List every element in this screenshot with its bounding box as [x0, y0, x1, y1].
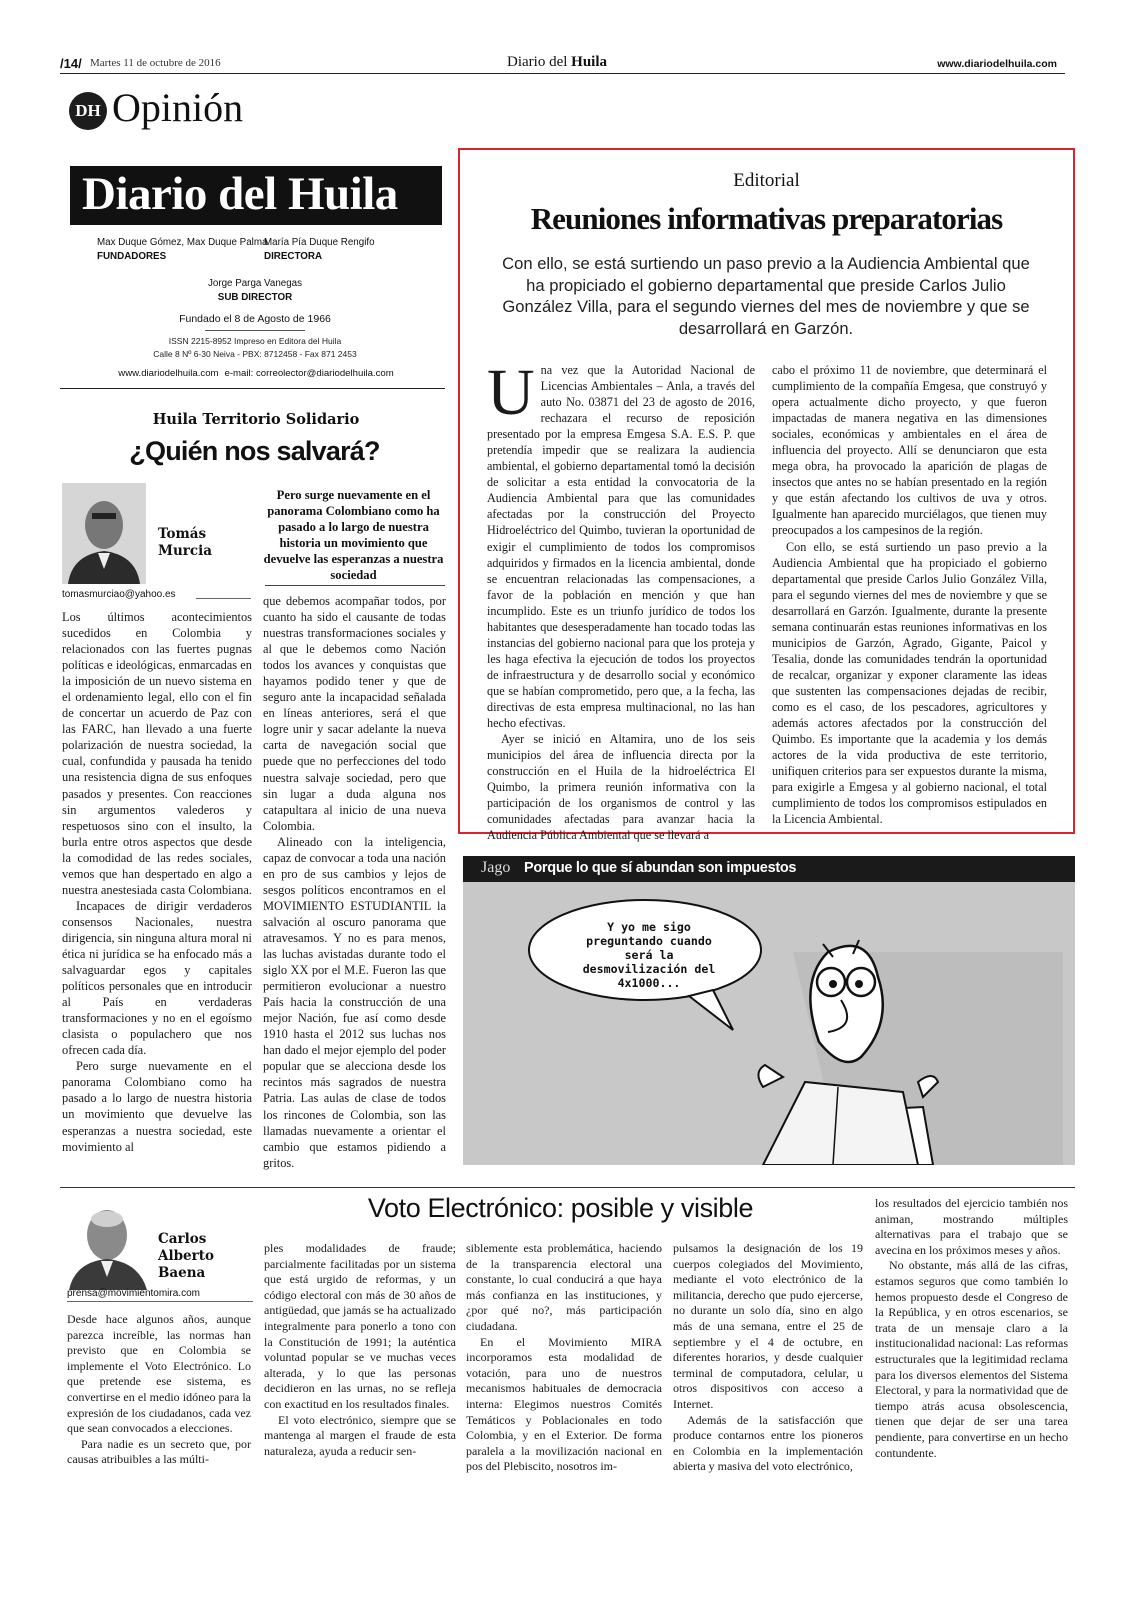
masthead-web: www.diariodelhuila.com e-mail: correolector@diariodelhuila.com — [118, 368, 394, 379]
column1-title: ¿Quién nos salvará? — [129, 436, 380, 466]
header-rule — [60, 73, 1065, 74]
cartoon-panel — [463, 882, 1075, 1165]
editorial-text-b: cabo el próximo 11 de noviembre, que determinará el cumplimiento de la compañía Emgesa, que construyó y opera actualmente dicho proyecto, y que fueron impactadas de manera negativa en las dimensiones sociales, económicas y ambientales en el área de influencia del proyecto. Allí se denunciaron que esta mega obra, ha provocado la aparición de plagas de insectos que antes no se habían presentado en la región y que están afectando los cultivos de uva y otros. Igualmente han aparecido murciélagos, que tienen muy preocupados a los campesinos de la región. Con ello, se está surtiendo un paso previo a la Audiencia Ambiental que ha propiciado el gobierno departamental que preside Carlos Julio González Villa, para el segundo viernes del mes de noviembre y que se desarrollará en Garzón. Igualmente, durante la presente semana continuarán estas reuniones informativas en los municipios de Garzón, Agrado, Gigante, Paicol y Tesalia, donde las comunidades tendrán la oportunidad de recalcar, organizar y exponer claramente las ideas que sustenten las compensaciones dejadas de recibir, como es el caso, de los pescadores, agricultores y además actores afectados por la construcción del Quimbo. Es importante que la academia y los demás actores de la vida productiva de este territorio, unifiquen criterios para ser expuestos durante la misma, para exigirle a Emgesa y al gobierno nacional, el total cumplimiento de todos los compromisos estipulados en la Licencia Ambiental. — [772, 363, 1047, 827]
column1-text-a: Los últimos acontecimientos sucedidos en Colombia y relacionados con las fuertes pugnas políticas e ideológicas, enmarcadas en la imposición de un nuevo sistema en el ordenamiento legal, ello con el fin de concertar un acuerdo de Paz con las FARC, han llevado a una fuerte polarización de nuestra sociedad, la cual, confundida y pausada ha tenido una resistencia digna de sus enfoques pasados y presentes. Con reacciones sin argumentos valederos y respetuosos sino con el insulto, la burla entre otros aspectos que desde la comodidad de las redes sociales, vemos que han despertado en algo a nuestra anestesiada casta Colombiana. Incapaces de dirigir verdaderos consensos Nacionales, nuestra dirigencia, sin ninguna altura moral ni ética ni jurídica se ha enfocado más a salvaguardar egos y capitales políticos personales que en introducir al País en verdaderas transformaciones y no en el egoísmo clasista o populachero que nos ofrecen cada día. Pero surge nuevamente en el panorama Colombiano como ha pasado a lo largo de nuestra historia un movimiento que devuelve las esperanzas a nuestra sociedad, este movimiento al — [62, 610, 252, 1154]
column1-author: Tomás Murcia — [158, 526, 212, 559]
column2-author-photo — [67, 1197, 149, 1290]
masthead-banner — [70, 166, 442, 225]
column2-text-a: Desde hace algunos años, aunque parezca increíble, las normas han previsto que en Colombia se implemente el Voto Electrónico. Lo que pretende ese sistema, es convertirse en el medio idóneo para la expresión de los ciudadanos, cada vez que sean convocados a elecciones. Para nadie es un secreto que, por causas atribuibles a las múlti- — [67, 1312, 251, 1467]
bottom-rule — [60, 1187, 1075, 1188]
column2-title: Voto Electrónico: posible y visible — [367, 1193, 754, 1223]
cartoon-title: Porque lo que sí abundan son impuestos — [524, 860, 797, 876]
cartoon-artist: Jago — [481, 859, 511, 876]
editorial-deck: Con ello, se está surtiendo un paso previo a la Audiencia Ambiental que ha propiciado el gobierno departamental que preside Carlos Julio González Villa, para el segundo viernes del mes de noviembre y que se desarrollará en Garzón. — [502, 254, 1030, 338]
column1-email[interactable]: tomasmurciao@yahoo.es — [62, 589, 176, 600]
column2-text-d: pulsamos la designación de los 19 cuerpos colegiados del Movimiento, mediante el voto electrónico de la militancia, derecho que pudo ejercerse, no durante un solo día, sino en algo más de una semana, entre el 25 de septiembre y el 4 de octubre, en diferentes horarios, y desde cualquier terminal de computadora, celular, u otros dispositivos con acceso a Internet. Además de la satisfacción que produce contarnos entre los pioneros en Colombia en la implementación abierta y masiva del voto electrónico, — [673, 1241, 863, 1474]
column2-author: Carlos Alberto Baena — [158, 1231, 214, 1281]
column1-text-b: que debemos acompañar todos, por cuanto ha sido el causante de todas nuestras transformaciones sociales y al que le debemos como Nación todos los avances y conquistas que hayamos podido tener y que de seguro ante la incapacidad señalada en líneas anteriores, será el que logre unir y sacar adelante la nueva carta de navegación social que puede que no perfecciones del todo nuestra salvaje sociedad, pero que sin lugar a duda alguna nos catapultara al inicio de una nueva Colombia. Alineado con la inteligencia, capaz de convocar a toda una nación en pro de sus cambios y lejos de sesgos políticos encontramos en el MOVIMIENTO ESTUDIANTIL la salvación al oscuro panorama que atravesamos. Y no es para menos, las luchas avistadas durante todo el siglo XX por el M.E. Fueron las que permitieron evolucionar a nuestro País hacia la construcción de una mejor Nación, fue así como desde 1910 hasta el 2012 sus luchas nos han dado el mejor ejemplo del poder popular que se alecciona desde los recintos más sagrados de nuestra Patria. Las aulas de clase de todos los rincones de Colombia, son las llamadas nuevamente a orientar el cambio que estamos pidiendo a gritos. — [263, 594, 446, 1170]
masthead-issn: ISSN 2215-8952 Impreso en Editora del Huila — [168, 336, 342, 346]
masthead-bottom-rule — [60, 388, 445, 389]
editorial-dropcap: U — [487, 356, 535, 429]
column1-pullquote-rule — [265, 585, 445, 586]
section-title: Opinión — [112, 85, 244, 130]
author-photo-icon — [67, 1197, 149, 1290]
page-date: Martes 11 de octubre de 2016 — [90, 57, 221, 69]
column2-text-c: siblemente esta problemática, haciendo de la transparencia electoral una constante, lo cual conducirá a que haya más confianza en las instituciones, y ¿por qué no?, más participación ciudadana. En el Movimiento MIRA incorporamos esta modalidad de votación, para uno de nuestros mecanismos habituales de democracia interna: Elegimos nuestros Comités Temáticos y Poblacionales en todo Colombia, y en el Exterior. De forma paralela a la movilización nacional en pos del Plebiscito, nosotros im- — [466, 1241, 662, 1474]
cartoon-bubble-text: Y yo me sigo preguntando cuando será la desmovilización del 4x1000... — [582, 920, 716, 990]
header-website[interactable]: www.diariodelhuila.com — [937, 58, 1057, 70]
cartoon-drawing — [463, 882, 1075, 1165]
masthead-address: Calle 8 Nº 6-30 Neiva - PBX: 8712458 - Fax 871 2453 — [153, 349, 357, 359]
column2-text-b: ples modalidades de fraude; parcialmente facilitadas por un sistema que está urgido de reformas, y un código electoral con más de 30 años de antigüedad, que jamás se ha actualizado integralmente para ponerlo a tono con la Constitución de 1991; la auténtica voluntad popular se ve muchas veces alterada, y lo que las personas decidieron en las urnas, no se refleja con exactitud en los resultados finales. El voto electrónico, siempre que se mantenga al margen el fraude de esta naturaleza, ayuda a reducir sen- — [264, 1241, 456, 1458]
column1-email-rule — [196, 598, 251, 599]
dh-logo-icon: DH — [75, 101, 101, 120]
masthead-founded: Fundado el 8 de Agosto de 1966 — [179, 313, 331, 325]
editorial-kicker: Editorial — [733, 170, 800, 191]
column1-pullquote: Pero surge nuevamente en el panorama Colombiano como ha pasado a lo largo de nuestra historia un movimiento que devuelve las esperanzas a nuestra sociedad — [263, 488, 444, 582]
masthead-founders: Max Duque Gómez, Max Duque Palma FUNDADORES — [97, 237, 268, 262]
masthead-subdirector: Jorge Parga Vanegas SUB DIRECTOR — [207, 278, 303, 303]
masthead-rule — [205, 330, 305, 331]
masthead-director: María Pía Duque Rengifo DIRECTORA — [264, 237, 375, 262]
masthead-title: Diario del Huila — [82, 168, 398, 220]
section-logo — [69, 92, 107, 130]
editorial-text-a: Una vez que la Autoridad Nacional de Licencias Ambientales – Anla, a través del auto No. 03871 del 23 de agosto de 2016, rechazara el recurso de reposición presentado por la empresa Emgesa S.A. E.S. P. que pretendía impedir que se realizara la audiencia ambiental, el gobierno departamental tomó la decisión de solicitar a esta entidad la convocatoria de la Audiencia Ambiental para que las comunidades afectadas por la construcción del Proyecto Hidroeléctrico del Quimbo, tuvieran la oportunidad de exigir el cumplimiento de todos los compromisos adquiridos y firmados en la licencia ambiental, donde se encuentran relacionadas las compensaciones, a favor de la población en mención y que han incumplido. Este es un triunfo jurídico de todos los habitantes que desesperadamente han tocado todas las instancias del gobierno nacional para que los proteja y les haga efectiva la ejecución de todos los proyectos de infraestructura y de desarrollo social y económico que se habían comprometido, pero que, a la fecha, las directivas de esta empresa multinacional, no las han hecho efectivas. Ayer se inició en Altamira, uno de los seis municipios del área de influencia directa por la construcción en el Huila de la hidroeléctrica El Quimbo, la primera reunión informativa con la participación de los organismos de control y las comunidades afectadas para avanzar hacia la Audiencia Pública Ambiental que se llevará a — [487, 356, 755, 843]
column2-email[interactable]: prensa@movimientomira.com — [67, 1288, 200, 1299]
cartoon-title-bar — [463, 856, 1075, 882]
column2-email-rule — [67, 1301, 253, 1302]
page-header — [60, 54, 1075, 74]
header-paper-name: Diario del Huila — [507, 54, 608, 70]
page-number: /14/ — [60, 56, 82, 71]
column2-text-e: los resultados del ejercicio también nos animan, mostrando múltiples alternativas para el trabajo que se avecina en los próximos meses y años. No obstante, más allá de las cifras, estamos seguros que como también lo hemos propuesto desde el Congreso de la República, y en otros escenarios, se trata de un mensaje claro a la institucionalidad nacional: Las reformas estructurales que la legitimidad reclama para los diversos elementos del Sistema Electoral, y para la normatividad que de tiempo atrás acusa obsolescencia, tienen que dejar de ser una tarea pendiente, para convertirse en un hecho contundente. — [875, 1196, 1068, 1460]
column1-author-photo — [62, 483, 146, 584]
column1-kicker: Huila Territorio Solidario — [152, 411, 360, 428]
editorial-title: Reuniones informativas preparatorias — [530, 201, 1003, 236]
author-photo-icon — [62, 483, 146, 584]
